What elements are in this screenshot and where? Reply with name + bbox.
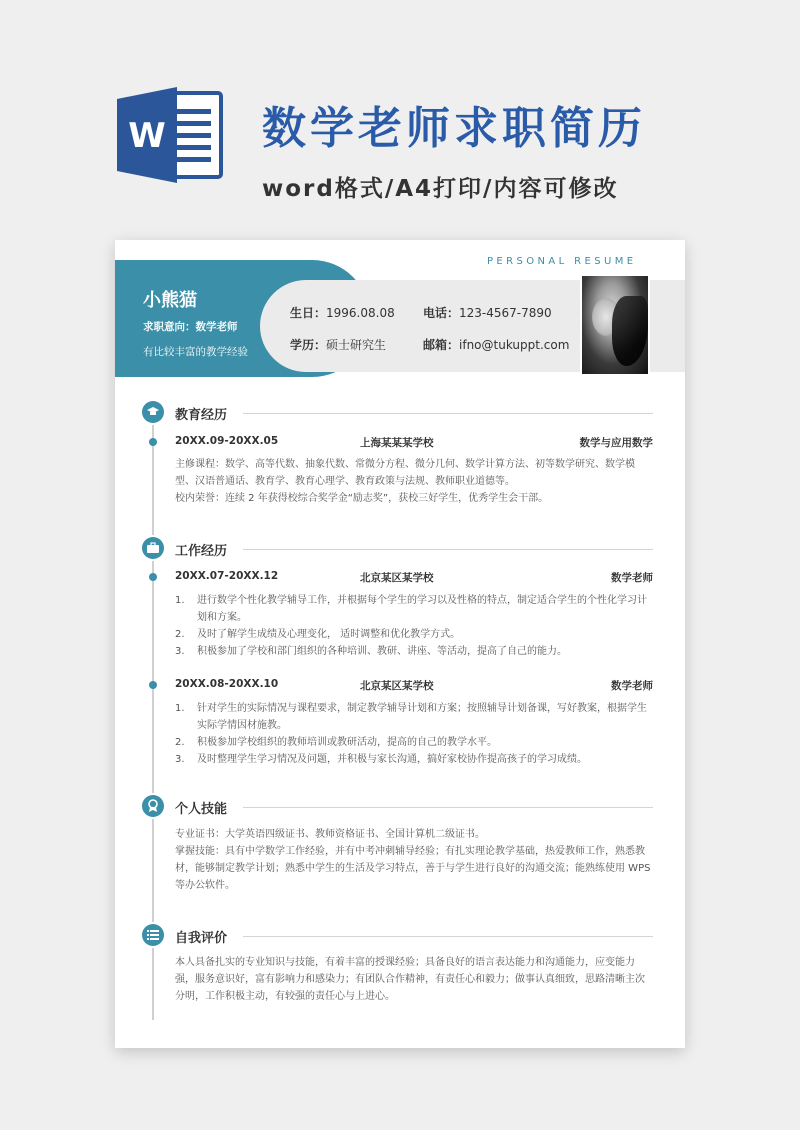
education-divider — [243, 413, 653, 414]
skills-divider — [243, 807, 653, 808]
phone-info — [423, 304, 552, 321]
job-org: 北京某区某学校 — [360, 680, 434, 692]
banner-title: 数学老师求职简历 — [262, 103, 646, 154]
self-eval-title: 自我评价 — [175, 931, 228, 946]
job-role: 数学老师 — [611, 572, 653, 584]
award-icon — [142, 795, 164, 817]
job-period: 20XX.08-20XX.10 — [175, 678, 279, 690]
education-honors: 校内荣誉：连续 2 年获得校综合奖学金“励志奖”，获校三好学生，优秀学生会干部。 — [175, 493, 549, 504]
skills-title: 个人技能 — [175, 802, 228, 817]
phone-label: 电话： — [423, 306, 460, 320]
timeline-dot — [149, 573, 157, 581]
resume-header-label: PERSONAL RESUME — [487, 256, 637, 267]
education-info — [290, 336, 386, 353]
birth-label: 生日： — [290, 306, 327, 320]
work-title: 工作经历 — [175, 544, 228, 559]
education-courses: 主修课程：数学、高等代数、抽象代数、常微分方程、微分几何、数学计算方法、初等数学研究、数学模型、汉语普通话、教育学、教育心理学、教育政策与法规、教师职业道德等。 — [175, 459, 635, 487]
work-divider — [243, 549, 653, 550]
skills-certificates: 专业证书：大学英语四级证书、教师资格证书、全国计算机二级证书。 — [175, 829, 485, 840]
job-duties — [175, 700, 653, 768]
word-logo-icon — [117, 85, 225, 185]
svg-text:W: W — [128, 116, 166, 156]
education-title: 教育经历 — [175, 408, 228, 423]
graduation-cap-icon — [142, 401, 164, 423]
education-major: 数学与应用数学 — [579, 437, 653, 449]
education-row — [175, 435, 653, 447]
candidate-name: 小熊猫 — [143, 290, 197, 311]
job-duties — [175, 592, 653, 660]
resume-page — [115, 240, 685, 1048]
list-item: 1. 针对学生的实际情况与课程要求，制定教学辅导计划和方案；按照辅导计划备课，写好教案，根据学生实际学情因材施教。 — [175, 703, 647, 731]
education-period: 20XX.09-20XX.05 — [175, 435, 279, 447]
job-org: 北京某区某学校 — [360, 572, 434, 584]
email-label: 邮箱： — [423, 338, 460, 352]
list-item: 1. 进行数学个性化教学辅导工作，并根据每个学生的学习以及性格的特点，制定适合学生的个性化学习计划和方案。 — [175, 595, 647, 623]
profile-photo — [580, 274, 650, 376]
list-item: 2. 积极参加学校组织的教师培训或教研活动，提高的自己的教学水平。 — [175, 737, 497, 748]
list-item: 2. 及时了解学生成绩及心理变化， 适时调整和优化教学方式。 — [175, 629, 461, 640]
education-school: 上海某某某学校 — [360, 437, 434, 449]
self-eval-text: 本人具备扎实的专业知识与技能，有着丰富的授课经验；具备良好的语言表达能力和沟通能力，应变能力强，服务意识好，富有影响力和感染力；有团队合作精神，有责任心和毅力；做事认真细致，思路清晰主次分明，工作积极主动，有较强的责任心与上进心。 — [175, 957, 645, 1002]
list-item: 3. 及时整理学生学习情况及问题，并积极与家长沟通，搞好家校协作提高孩子的学习成绩。 — [175, 754, 587, 765]
edu-value: 硕士研究生 — [326, 338, 387, 352]
briefcase-icon — [142, 537, 164, 559]
edu-label: 学历： — [290, 338, 327, 352]
job-period: 20XX.07-20XX.12 — [175, 570, 279, 582]
email-value: ifno@tukuppt.com — [459, 338, 570, 352]
timeline-dot — [149, 681, 157, 689]
photo-hair — [612, 296, 648, 366]
self-eval-divider — [243, 936, 653, 937]
job-intent: 求职意向：数学老师 — [143, 321, 238, 333]
phone-value: 123-4567-7890 — [459, 306, 552, 320]
skills-abilities: 掌握技能：具有中学数学工作经验，并有中考冲刺辅导经验；有扎实理论教学基础，热爱教师工作，熟悉教材，能够制定教学计划；熟悉中学生的生活及学习特点，善于与学生进行良好的沟通交流；能熟练使用 WPS 等办公软件。 — [175, 846, 651, 891]
job-role: 数学老师 — [611, 680, 653, 692]
timeline-dot — [149, 438, 157, 446]
info-panel — [260, 280, 485, 372]
list-icon — [142, 924, 164, 946]
job-row — [175, 570, 653, 582]
birth-info — [290, 304, 395, 321]
job-row — [175, 678, 653, 690]
email-info — [423, 336, 569, 353]
list-item: 3. 积极参加了学校和部门组织的各种培训、教研、讲座、等活动，提高了自己的能力。 — [175, 646, 567, 657]
banner-subtitle: word格式/A4打印/内容可修改 — [262, 176, 619, 202]
candidate-tagline: 有比较丰富的教学经验 — [143, 346, 248, 358]
birth-value: 1996.08.08 — [326, 306, 395, 320]
